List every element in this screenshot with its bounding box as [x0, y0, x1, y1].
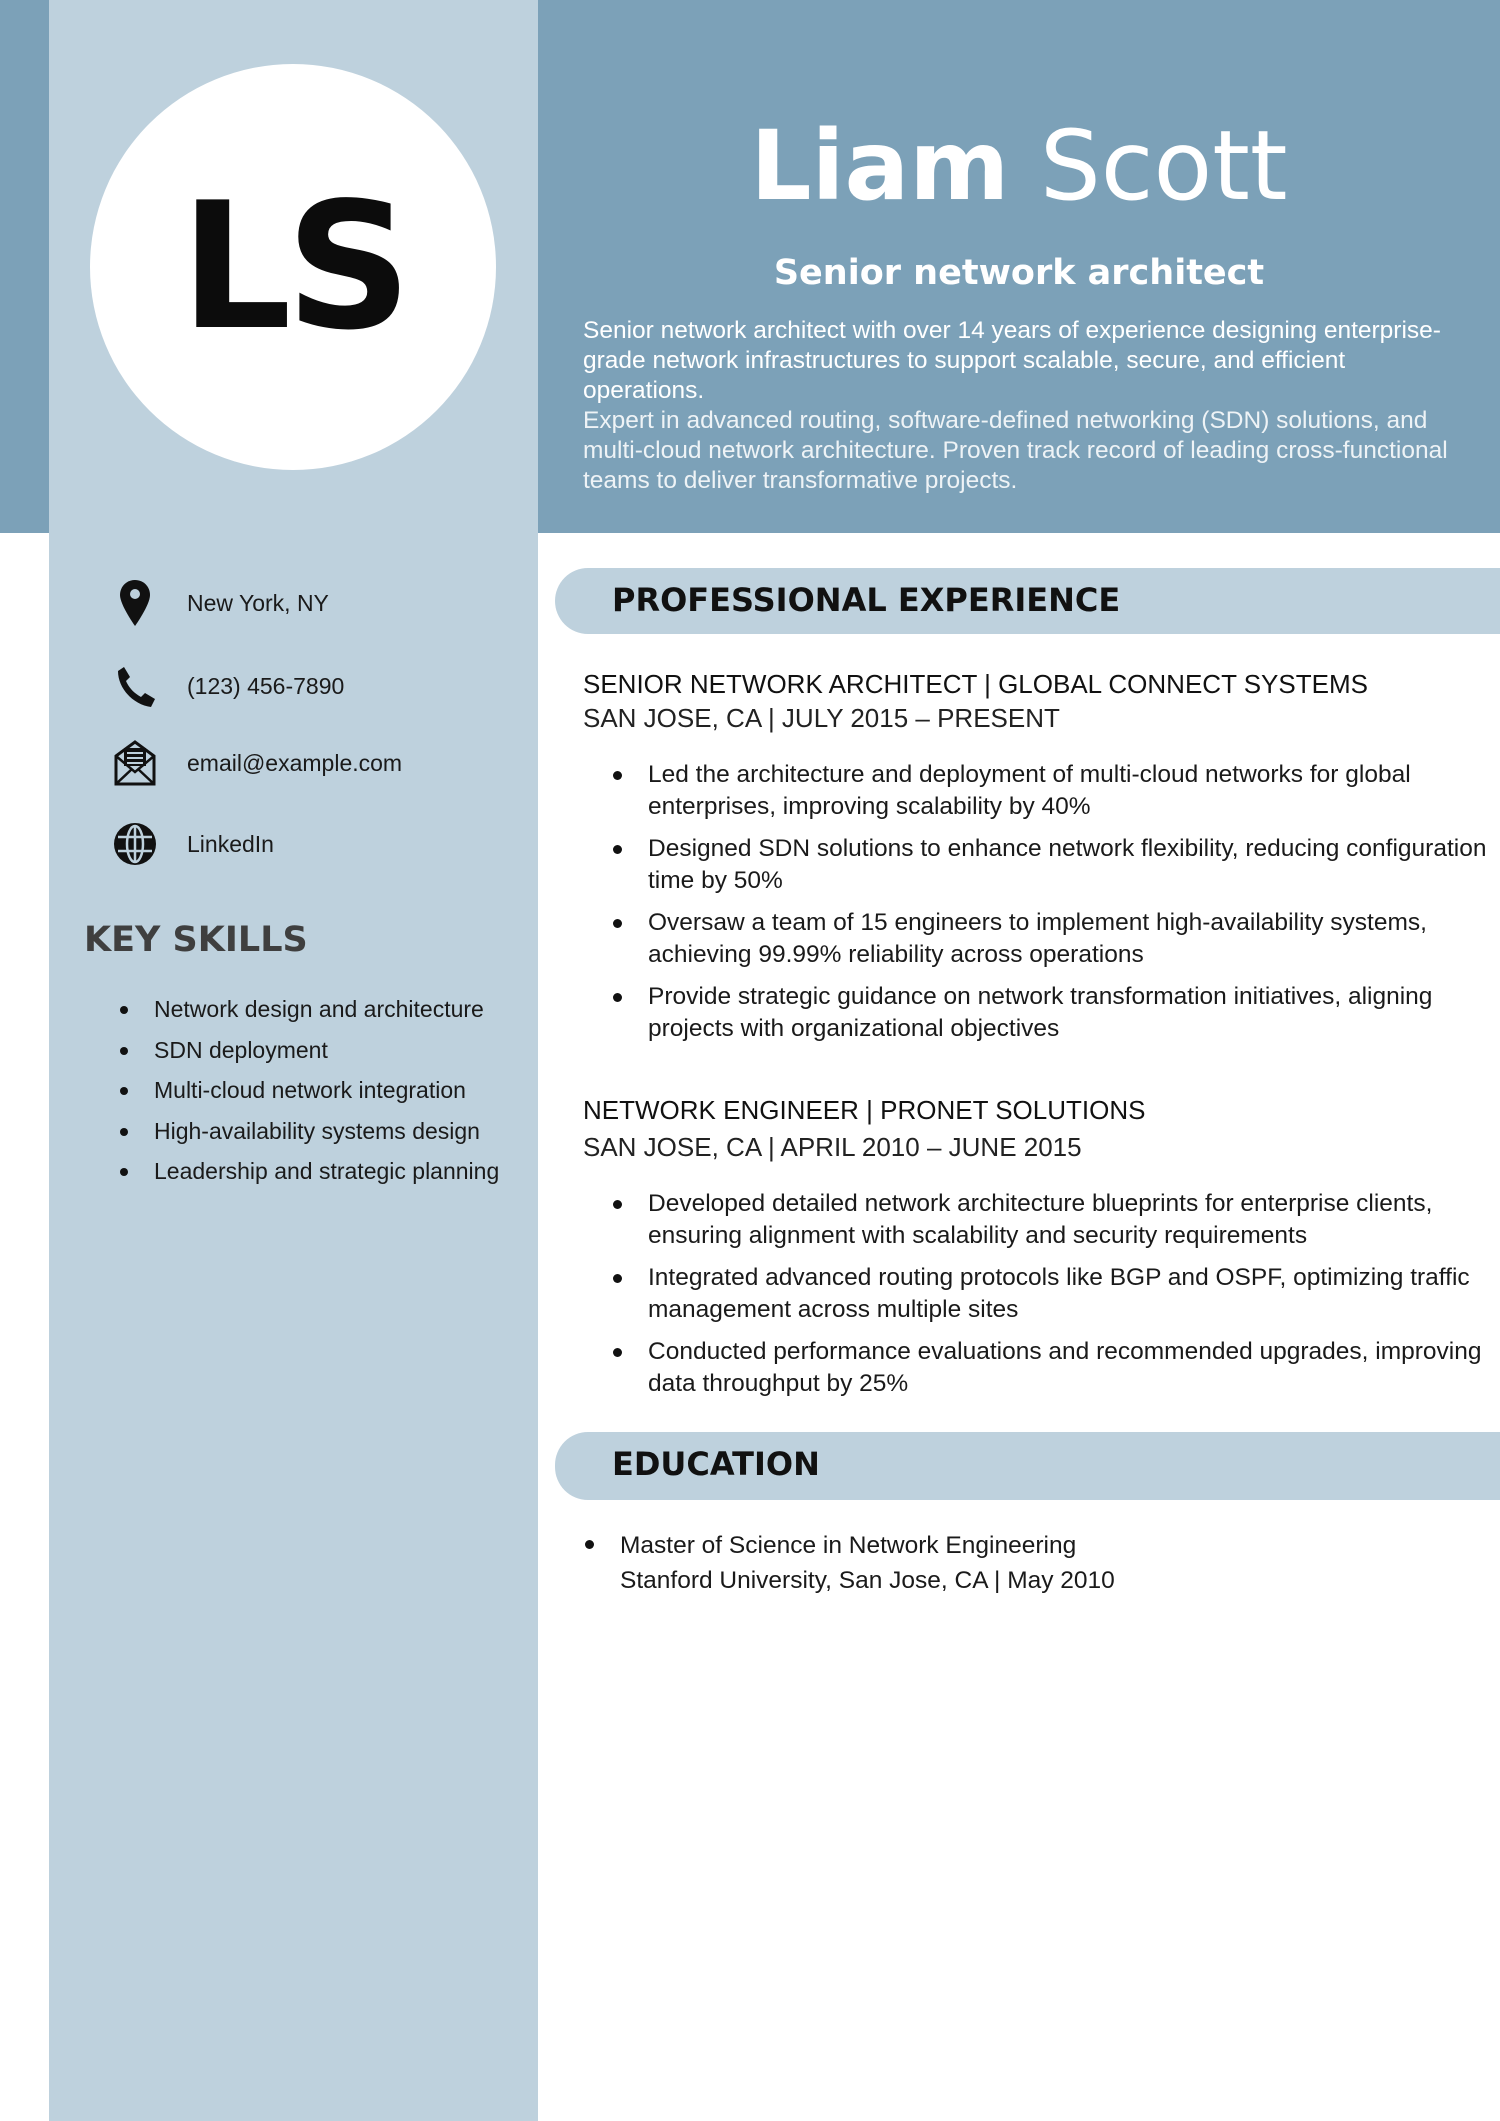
- job-meta: SAN JOSE, CA | JULY 2015 – PRESENT: [583, 703, 1060, 733]
- job-bullet: Oversaw a team of 15 engineers to implement high-availability systems, achieving 99.99% reliability across operations: [618, 907, 1488, 971]
- skill-item: Leadership and strategic planning: [114, 1158, 514, 1186]
- location-pin-icon: [112, 578, 158, 628]
- header-left-strip: [0, 0, 49, 533]
- summary: [583, 316, 1463, 496]
- education-heading: EDUCATION: [612, 1445, 820, 1483]
- summary-paragraph-2: Expert in advanced routing, software-defined networking (SDN) solutions, and multi-cloud network architecture. Proven track record of leading cross-functional teams to deliver transformative projects.: [583, 407, 1448, 494]
- contact-linkedin-text[interactable]: LinkedIn: [187, 830, 274, 857]
- skills-list: [114, 996, 514, 1199]
- initials-avatar: [90, 64, 496, 470]
- contact-email-text[interactable]: email@example.com: [187, 749, 403, 776]
- job-meta: SAN JOSE, CA | APRIL 2010 – JUNE 2015: [583, 1132, 1082, 1162]
- education-list: [583, 1528, 1115, 1598]
- phone-icon: [112, 661, 158, 711]
- job-title: NETWORK ENGINEER | PRONET SOLUTIONS: [583, 1095, 1146, 1125]
- education-section-header: [555, 1432, 1500, 1500]
- education-item: [583, 1528, 1115, 1598]
- skill-item: Network design and architecture: [114, 996, 514, 1024]
- globe-icon: [112, 819, 158, 869]
- contact-email: [112, 738, 403, 788]
- skill-item: Multi-cloud network integration: [114, 1077, 514, 1105]
- job-bullets: [618, 759, 1488, 1055]
- experience-heading: PROFESSIONAL EXPERIENCE: [612, 581, 1121, 619]
- job-bullets: [618, 1188, 1488, 1410]
- experience-section-header: [555, 568, 1500, 634]
- job-bullet: Integrated advanced routing protocols like BGP and OSPF, optimizing traffic management across multiple sites: [618, 1262, 1488, 1326]
- contact-phone-text: (123) 456-7890: [187, 672, 345, 699]
- job-bullet: Developed detailed network architecture blueprints for enterprise clients, ensuring alignment with scalability and security requirements: [618, 1188, 1488, 1252]
- skill-item: High-availability systems design: [114, 1118, 514, 1146]
- initials: LS: [180, 165, 406, 369]
- contact-phone: [112, 661, 345, 711]
- skills-heading: KEY SKILLS: [84, 920, 308, 960]
- contact-location-text: New York, NY: [187, 589, 329, 616]
- job-bullet: Led the architecture and deployment of multi-cloud networks for global enterprises, improving scalability by 40%: [618, 759, 1488, 823]
- job-bullet: Designed SDN solutions to enhance network flexibility, reducing configuration time by 50%: [618, 833, 1488, 897]
- email-icon: [112, 738, 158, 788]
- summary-paragraph-1: Senior network architect with over 14 years of experience designing enterprise-grade network infrastructures to support scalable, secure, and efficient operations.: [583, 317, 1441, 404]
- school: Stanford University, San Jose, CA | May 2010: [620, 1567, 1115, 1594]
- degree: Master of Science in Network Engineering: [620, 1532, 1077, 1559]
- job-bullet: Provide strategic guidance on network transformation initiatives, aligning projects with organizational objectives: [618, 981, 1488, 1045]
- job-bullet: Conducted performance evaluations and recommended upgrades, improving data throughput by 25%: [618, 1336, 1488, 1400]
- first-name: Liam: [750, 110, 1010, 222]
- contact-location: [112, 578, 329, 628]
- job-role: Senior network architect: [773, 253, 1265, 293]
- contact-linkedin: [112, 819, 274, 869]
- skill-item: SDN deployment: [114, 1037, 514, 1065]
- last-name: Scott: [1039, 110, 1288, 222]
- job-title: SENIOR NETWORK ARCHITECT | GLOBAL CONNECT SYSTEMS: [583, 669, 1368, 699]
- candidate-name: [538, 110, 1500, 222]
